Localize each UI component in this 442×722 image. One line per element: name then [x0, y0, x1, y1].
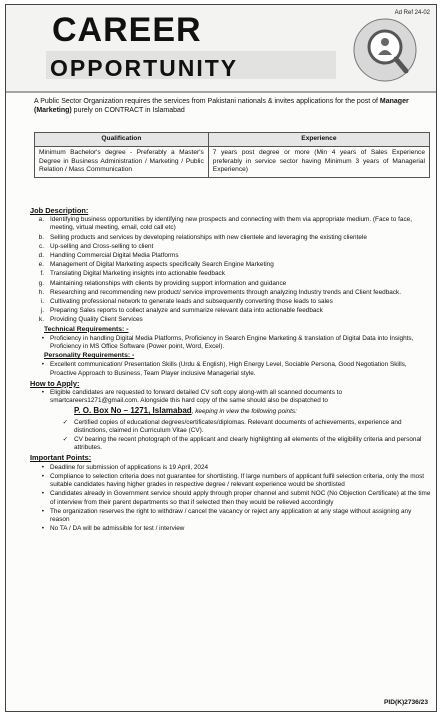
- ad-ref: Ad Ref 24-02: [394, 10, 430, 16]
- experience-cell: 7 years post degree or more (Min 4 years of Sales Experience preferably in service sector having Minimum 3 years of Managerial Experience): [208, 147, 429, 178]
- opportunity-title: OPPORTUNITY: [50, 55, 239, 81]
- bullet-icon: •: [41, 389, 44, 397]
- advertisement-page: [5, 4, 437, 712]
- list-item: [34, 243, 432, 251]
- technical-requirements-text: Proficiency in handling Digital Media Platforms, Proficiency in Search Engine Marketing & translation of Digital Data into Insights, Proficiency in MS Office Software (Power point, Word, Excel).: [50, 334, 414, 351]
- list-item: [34, 473, 432, 489]
- sub-item-text: Certified copies of educational degrees/certificates/diplomas. Relevant documents of achievements, experience and distinctions, claimed in Curriculum Vitae (CV).: [74, 418, 402, 434]
- bullet-icon: •: [41, 490, 44, 498]
- job-description-heading: Job Description:: [30, 206, 89, 215]
- po-box-line: [74, 407, 432, 416]
- job-description-list: [34, 216, 432, 324]
- list-item: [34, 234, 432, 242]
- item-text: Up-selling and Cross-selling to client: [50, 242, 154, 250]
- item-marker: h.: [38, 288, 44, 296]
- list-item: [34, 464, 432, 472]
- qualification-table: [34, 132, 430, 178]
- point-text: The organization reserves the right to withdraw / cancel the vacancy or reject any application at any stage without assigning any reason: [50, 507, 412, 523]
- apply-instructions: Eligible candidates are requested to forward detailed CV soft copy along-with all scanned documents to smartcareers1271@gmail.com. Alongside this hard copy of the same should also be dispatched to: [50, 389, 343, 405]
- item-text: Cultivating professional network to generate leads and subsequently converting those leads to sales: [50, 298, 333, 306]
- technical-requirements-heading: Technical Requirements: -: [44, 325, 129, 333]
- qualification-header: Qualification: [35, 133, 209, 147]
- list-item: [34, 270, 432, 278]
- item-text: Selling products and services by developing relationships with new clientele and leveraging the existing clientele: [50, 233, 367, 241]
- list-item: [34, 261, 432, 269]
- header-banner: [6, 5, 436, 93]
- bullet-icon: •: [41, 472, 44, 480]
- list-item: [34, 335, 432, 351]
- item-text: Preparing Sales reports to collect analyze and summarize relevant data into actionable feedback: [50, 307, 323, 315]
- list-item: [34, 436, 432, 452]
- bullet-icon: •: [41, 361, 44, 369]
- item-marker: g.: [38, 279, 44, 287]
- item-marker: e.: [38, 261, 44, 269]
- list-item: [34, 508, 432, 524]
- item-marker: f.: [40, 270, 44, 278]
- item-marker: i.: [40, 298, 44, 306]
- item-text: Identifying business opportunities by identifying new prospects and connecting with them via appropriate medium. (Face to face, meeting, virtual meeting, email, cold call etc): [50, 216, 412, 232]
- item-text: Handling Commercial Digital Media Platforms: [50, 252, 179, 260]
- career-title: CAREER: [52, 11, 202, 49]
- personality-requirements-heading: Personality Requirements: -: [44, 352, 135, 360]
- item-text: Researching and recommending new product/ service improvements through analyzing Industry trends and Client feedback.: [50, 288, 401, 296]
- item-text: Maintaining relationships with clients by providing support information and guidance: [50, 279, 287, 287]
- item-marker: d.: [38, 252, 44, 260]
- how-to-apply-heading: How to Apply:: [30, 378, 80, 388]
- list-item: [34, 316, 432, 324]
- point-text: Candidates already in Government service should apply through proper channel and submit NOC (No Objection Certificate) at the time of interview from their parent departments so that if selected then they would be relieved accordingly: [50, 490, 431, 506]
- point-text: Deadline for submission of applications is 19 April, 2024: [50, 463, 209, 471]
- list-item: [34, 419, 432, 435]
- item-text: Providing Quality Client Services: [50, 316, 143, 324]
- intro-text: [34, 97, 430, 115]
- pid-number: PID(K)2736/23: [384, 699, 428, 706]
- intro-pre: A Public Sector Organization requires the services from Pakistani nationals & invites applications for the post of: [34, 98, 380, 105]
- list-item: [34, 490, 432, 506]
- item-marker: j.: [40, 307, 44, 315]
- bullet-icon: •: [41, 507, 44, 515]
- personality-requirements-text: Excellent communication/ Presentation Skills (Urdu & English), High Energy Level, Sociable Persona, Good Negotiation Skills, Proactive Approach to Business, Team Player inclusive Managerial style.: [50, 361, 407, 377]
- qualification-cell: Minimum Bachelor's degree - Preferably a Master's Degree in Business Administration / Marketing / Public Relation / Mass Communication: [35, 147, 209, 178]
- important-points-heading: Important Points:: [30, 453, 92, 463]
- item-marker: b.: [38, 233, 44, 241]
- list-item: [34, 389, 432, 405]
- item-marker: c.: [39, 242, 44, 250]
- item-marker: a.: [38, 216, 44, 224]
- list-item: [34, 252, 432, 260]
- item-text: Management of Digital Marketing aspects specifically Search Engine Marketing: [50, 261, 274, 269]
- bullet-icon: •: [41, 334, 44, 342]
- point-text: No TA / DA will be admissible for test / interview: [50, 525, 185, 533]
- list-item: [34, 280, 432, 288]
- magnifier-people-icon: [352, 17, 418, 83]
- po-box-tail: , keeping in view the following points:: [191, 408, 297, 416]
- item-text: Translating Digital Marketing insights into actionable feedback: [50, 270, 225, 278]
- check-icon: ✓: [62, 436, 68, 444]
- intro-post: purely on CONTRACT in Islamabad: [71, 107, 185, 114]
- list-item: [34, 289, 432, 297]
- list-item: [34, 361, 432, 377]
- check-icon: ✓: [62, 418, 68, 426]
- item-marker: k.: [39, 316, 44, 324]
- point-text: Compliance to selection criteria does not guarantee for shortlisting. If large numbers of applicant fulfil selection criteria, only the most suitable candidates having higher grades in respective degree / relevant experience would be shortlisted: [50, 472, 425, 489]
- sub-item-text: CV bearing the recent photograph of the applicant and clearly highlighting all elements of the eligibility criteria and personal attributes.: [74, 436, 422, 452]
- list-item: [34, 298, 432, 306]
- bullet-icon: •: [41, 525, 44, 533]
- bullet-icon: •: [41, 463, 44, 471]
- list-item: [34, 307, 432, 315]
- list-item: [34, 525, 432, 533]
- main-content: [30, 205, 432, 534]
- experience-header: Experience: [208, 133, 429, 147]
- po-box-address: P. O. Box No – 1271, Islamabad: [74, 406, 192, 416]
- post-name: Manager (Marketing): [34, 98, 409, 114]
- list-item: [34, 216, 432, 232]
